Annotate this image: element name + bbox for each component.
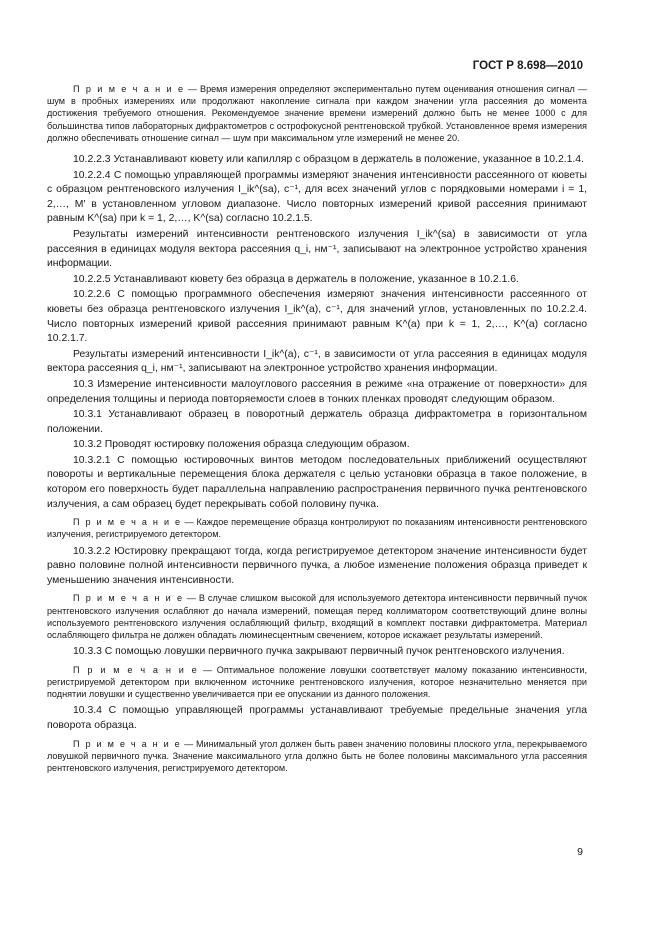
paragraph-10-3-1: 10.3.1 Устанавливают образец в поворотный держатель образца дифрактометра в горизонтальном положении.: [47, 409, 587, 435]
note-sample-movement: П р и м е ч а н и е — Каждое перемещение образца контролируют по показаниям интенсивности рентгеновского излучения, регистрируемого детектором.: [47, 517, 587, 540]
paragraph-10-3-2-2: 10.3.2.2 Юстировку прекращают тогда, когда регистрируемое детектором значение интенсивности будет равно половине полной интенсивности первичного пучка, а любое изменение положения образца приведет к уменьшению значения интенсивности.: [47, 545, 587, 586]
note-label: П р и м е ч а н и е: [73, 738, 182, 749]
paragraph-10-3-4: 10.3.4 С помощью управляющей программы устанавливают требуемые предельные значения угла поворота образца.: [47, 705, 587, 732]
paragraph-10-3-3: 10.3.3 С помощью ловушки первичного пучка закрывают первичный пучок рентгеновского излучения.: [73, 646, 565, 658]
paragraph-results-a: Результаты измерений интенсивности I_ik^(a), с⁻¹, в зависимости от угла рассеяния в единицах модуля вектора рассеяния q_i, нм⁻¹, записывают на электронное устройство хранения информации.: [47, 348, 587, 375]
note-label: П р и м е ч а н и е: [73, 517, 182, 528]
paragraph-10-2-2-5: 10.2.2.5 Устанавливают кювету без образца в держатель в положение, указанное в 10.2.1.6.: [73, 273, 519, 285]
paragraph-10-2-2-6: 10.2.2.6 С помощью программного обеспечения измеряют значения интенсивности рассеянного от кюветы без образца рентгеновского излучения I_ik^(a), с⁻¹, для значений углов, установленных по 10.2.2.4. Число повторных измерений кривой рассеяния принимают равным K^(a) при k = 1, 2,…, K^(a) согласно 10.2.1.7.: [47, 289, 587, 345]
note-label: П р и м е ч а н и е: [73, 664, 199, 675]
note-attenuation-filter: П р и м е ч а н и е — В случае слишком высокой для используемого детектора интенсивности первичный пучок рентгеновского излучения ослабляют до начала измерений, помещая перед коллиматором соответствующий длине волны используемого рентгеновского излучения ослабляющий фильтр, входящий в комплект поставки дифрактометра. Материал ослабляющего фильтра не должен обладать люминесцентным свечением, которое искажает результаты измерений.: [47, 593, 588, 641]
note-label: П р и м е ч а н и е: [73, 593, 184, 604]
paragraph-10-3-2: 10.3.2 Проводят юстировку положения образца следующим образом.: [73, 439, 410, 451]
paragraph-10-3-2-1: 10.3.2.1 С помощью юстировочных винтов методом последовательных приближений осуществляют повороты и вертикальные перемещения блока держателя с целью установки образца в такое положение, в котором его поверхность будет параллельна направлению распространения первичного пучка рентгеновского излучения, а сам образец будет перекрывать собой половину пучка.: [47, 454, 587, 510]
document-code: ГОСТ Р 8.698—2010: [472, 60, 583, 72]
note-beam-trap: П р и м е ч а н и е — Оптимальное положение ловушки соответствует малому показанию интенсивности, регистрируемой детектором при включенном источнике рентгеновского излучения, которое незначительно меняется при поднятии ловушки и существенно увеличивается при ее опускании из данного положения.: [47, 664, 587, 700]
paragraph-10-3: 10.3 Измерение интенсивности малоуглового рассеяния в режиме «на отражение от поверхности» для определения толщины и периода повторяемости слоев в тонких пленках проводят следующим образом.: [47, 378, 587, 405]
page-body: [47, 79, 587, 778]
paragraph-10-2-2-3: 10.2.2.3 Устанавливают кювету или капилляр с образцом в держатель в положение, указанное в 10.2.1.4.: [73, 154, 584, 166]
note-angle-limits: П р и м е ч а н и е — Минимальный угол должен быть равен значению половины плоского угла, перекрываемого ловушкой первичного пучка. Значение максимального угла должно быть не более половины максимального угла рассеяния рентгеновского излучения, регистрируемого детектором.: [47, 738, 587, 774]
paragraph-10-2-2-4: 10.2.2.4 С помощью управляющей программы измеряют значения интенсивности рассеянного от кюветы с образцом рентгеновского излучения I_ik^(sa), с⁻¹, для всех значений углов с порядковыми номерами i = 1, 2,…, M′ в установленном угловом диапазоне. Число повторных измерений кривой рассеяния принимают равным K^(sa) при k = 1, 2,…, K^(sa) согласно 10.2.1.5.: [47, 169, 587, 225]
page-number: 9: [577, 846, 583, 858]
paragraph-results-sa: Результаты измерений интенсивности рентгеновского излучения I_ik^(sa) в зависимости от угла рассеяния в единицах модуля вектора рассеяния q_i, нм⁻¹, записывают на электронное устройство хранения информации.: [47, 228, 587, 270]
note-measurement-time: П р и м е ч а н и е — Время измерения определяют экспериментально путем оценивания отношения сигнал — шум в пробных измерениях или продолжают накопление сигнала при каждом значении угла рассеяния до момента достижения требуемого отношения. Рекомендуемое значение времени измерений должно быть не менее 1000 с для большинства типов лабораторных дифрактометров с острофокусной рентгеновской трубкой. Установленное время измерения должно обеспечивать отношение сигнал — шум при максимальном угле измерений не менее 20.: [47, 84, 588, 143]
note-label: П р и м е ч а н и е: [73, 84, 185, 94]
